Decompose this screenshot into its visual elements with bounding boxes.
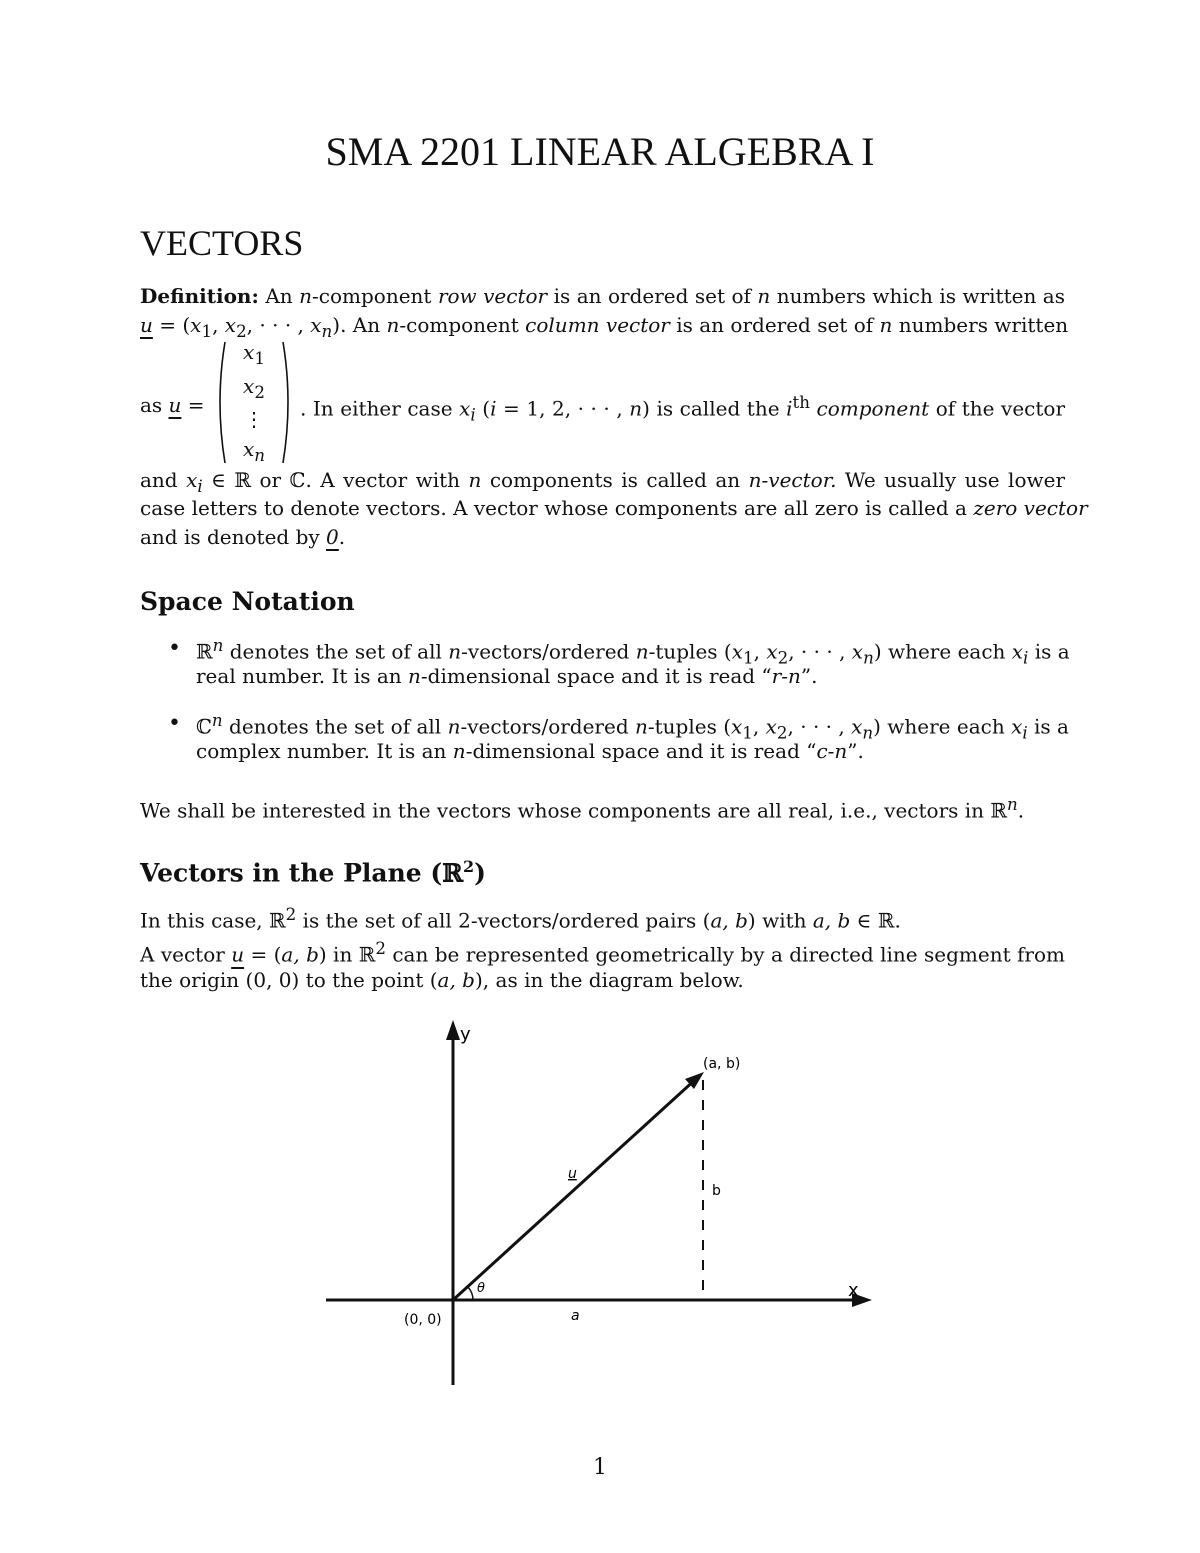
definition-line-3-start: as u = — [140, 393, 205, 417]
section-heading-space-notation: Space Notation — [140, 587, 355, 616]
definition-line-1: Definition: An n-component row vector is an ordered set of n numbers which is written as — [140, 284, 1065, 308]
matrix-entry-dots: ⋮ — [244, 407, 264, 432]
definition-line-2: $u = (x_1$, $x_2$, · · · , $x_n$). An n-component column vector is an ordered set of n numbers written — [140, 313, 1069, 341]
y-axis-label: y — [460, 1024, 471, 1045]
interest-line: We shall be interested in the vectors whose components are all real, i.e., vectors in ℝ$^n$. — [140, 795, 1025, 823]
definition-line-4: and $x_i$ ∈ ℝ or ℂ. A vector with n components is called an n-vector. We usually use lower — [140, 468, 1066, 496]
y-axis-arrowhead — [446, 1020, 460, 1040]
bullet-1-line-2: real number. It is an n-dimensional space and it is read “r-n”. — [196, 664, 818, 688]
x-axis-label: x — [848, 1280, 859, 1301]
point-label: (a, b) — [703, 1056, 741, 1072]
definition-line-3: . In either case $x_i$ (i = 1, 2, · · · , n) is called the $i^{th}$ component of the vector — [300, 393, 1066, 425]
section-heading-vectors-in-plane: Vectors in the Plane (ℝ$^2$) — [140, 857, 486, 888]
plane-line-1: In this case, ℝ$^2$ is the set of all 2-vectors/ordered pairs (a, b) with a, b ∈ ℝ. — [140, 905, 901, 933]
definition-line-6: and is denoted by 0. — [140, 525, 346, 549]
theta-label: θ — [477, 1281, 485, 1296]
origin-label: (0, 0) — [404, 1312, 442, 1328]
page-number: 1 — [593, 1455, 607, 1480]
matrix-entry-x1: $x_1$ — [243, 340, 265, 368]
plane-line-2: A vector u = (a, b) in ℝ$^2$ can be represented geometrically by a directed line segment from — [140, 939, 1065, 967]
definition-label: Definition: — [140, 284, 259, 308]
bullet-dot-icon: • — [168, 636, 181, 661]
section-heading-vectors: VECTORS — [140, 223, 304, 263]
theta-arc — [468, 1287, 473, 1300]
page-title: SMA 2201 LINEAR ALGEBRA I — [325, 129, 875, 174]
matrix-entry-xn: $x_n$ — [242, 436, 265, 465]
bullet-1-line-1: ℝ$^n$ denotes the set of all n-vectors/ordered n-tuples ($x_1$, $x_2$, · · · , $x_n$) where each $x_i$ is a — [196, 636, 1070, 668]
matrix-entry-x2: $x_2$ — [243, 373, 265, 402]
vector-u-line — [453, 1078, 697, 1300]
bullet-2-line-1: ℂ$^n$ denotes the set of all n-vectors/ordered n-tuples ($x_1$, $x_2$, · · · , $x_n$) where each $x_i$ is a — [196, 711, 1069, 743]
b-label: b — [712, 1183, 721, 1199]
definition-line-5: case letters to denote vectors. A vector whose components are all zero is called a zero vector — [140, 496, 1088, 520]
plane-line-3: the origin (0, 0) to the point (a, b), as in the diagram below. — [140, 968, 744, 992]
a-label: a — [571, 1308, 580, 1324]
bullet-dot-icon: • — [168, 711, 181, 736]
vector-u-label: u — [568, 1166, 577, 1182]
bullet-2-line-2: complex number. It is an n-dimensional space and it is read “c-n”. — [196, 739, 864, 763]
